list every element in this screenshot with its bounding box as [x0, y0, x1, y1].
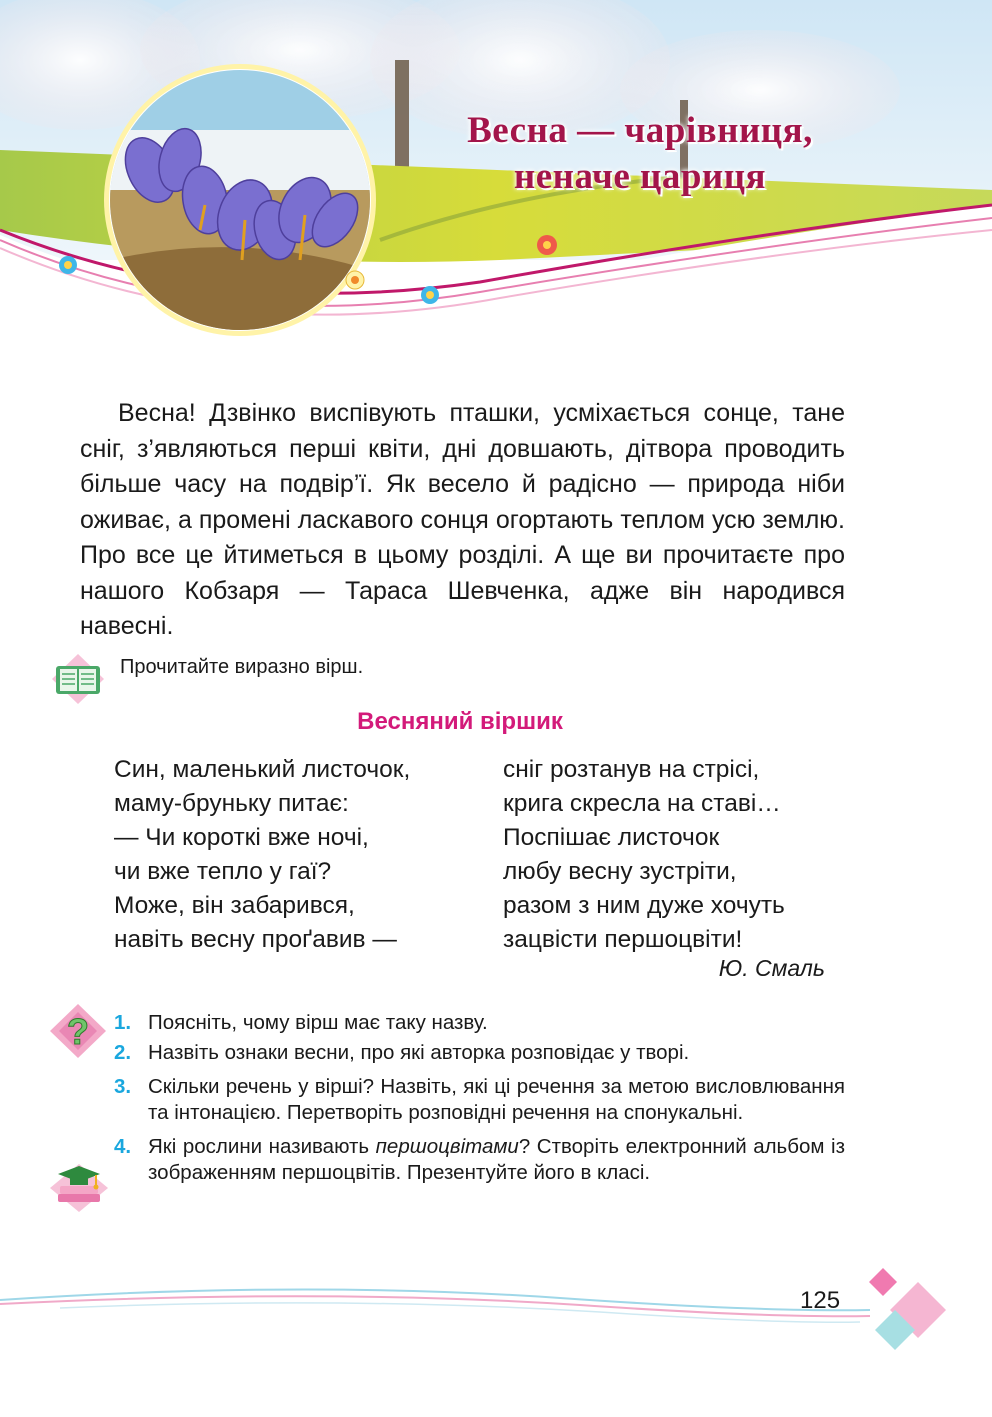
question-term: першоцвітами — [375, 1135, 519, 1158]
poem-right-column — [503, 753, 785, 957]
decor-flower-2 — [346, 271, 364, 289]
chapter-title — [420, 108, 860, 200]
poem-line: крига скресла на ставі… — [503, 790, 781, 817]
poem-line: маму-бруньку питає: — [114, 790, 349, 817]
poem-author: Ю. Смаль — [718, 955, 825, 981]
question-mark-icon — [48, 1002, 108, 1060]
poem-line: разом з ним дуже хочуть — [503, 892, 785, 919]
reading-task-text: Прочитайте виразно вірш. — [120, 656, 364, 678]
intro-paragraph: Весна! Дзвінко виспівують пташки, усміхається сонце, тане сніг, з’являються перші квіти, дні довшають, дітвора проводить більше часу на подвір’ї. Як весело й радісно — природа ніби оживає, а промені ласкавого сонця огортають теплом усю землю. Про все це йтиметься в цьому розділі. А ще ви прочитаєте про нашого Кобзаря — Тараса Шевченка, адже він народився навесні. — [80, 399, 845, 640]
poem-title: Весняний віршик — [357, 708, 563, 735]
question-number: 3. — [114, 1075, 132, 1098]
poem-line: Син, маленький листочок, — [114, 756, 411, 783]
poem-line: — Чи короткі вже ночі, — [114, 824, 369, 851]
questions-list — [114, 1010, 845, 1190]
question-text — [148, 1134, 845, 1186]
decor-flower-1 — [59, 256, 77, 274]
chapter-title-line1: Весна — чарівниця, — [467, 110, 813, 151]
chapter-title-line2: неначе цариця — [513, 156, 767, 197]
question-item — [114, 1074, 845, 1126]
footer-decoration — [0, 1260, 992, 1380]
poem-line: сніг розтанув на стрісі, — [503, 756, 760, 783]
question-text: Поясніть, чому вірш має таку назву. — [148, 1011, 488, 1034]
poem-line: навіть весну проґавив — — [114, 926, 397, 953]
question-text-after: ? Створіть електронний альбом із зображенням першоцвітів. Презентуйте його в класі. — [148, 1135, 845, 1184]
svg-text:?: ? — [67, 1011, 89, 1052]
poem-left-column — [114, 753, 410, 957]
decor-flower-4 — [537, 235, 557, 255]
question-text: Назвіть ознаки весни, про які авторка розповідає у творі. — [148, 1041, 690, 1064]
poem-line: чи вже тепло у гаї? — [114, 858, 332, 885]
question-text-before: Які рослини називають — [148, 1135, 376, 1158]
question-item — [114, 1134, 845, 1186]
poem-line: зацвісти першоцвіти! — [503, 926, 743, 953]
question-item — [114, 1040, 845, 1066]
question-number: 2. — [114, 1041, 132, 1064]
page-number: 125 — [800, 1287, 841, 1314]
poem-line: Поспішає листочок — [503, 824, 720, 851]
question-text: Скільки речень у вірші? Назвіть, які ці речення за метою висловлювання та інтонацією. Перетворіть розповідні речення на спонукальні. — [148, 1075, 845, 1124]
decor-flower-3 — [421, 286, 439, 304]
question-number: 1. — [114, 1011, 132, 1034]
graduation-cap-books-icon — [48, 1160, 110, 1216]
question-item — [114, 1010, 845, 1036]
poem-line: Може, він забарився, — [114, 892, 355, 919]
question-number: 4. — [114, 1135, 132, 1158]
poem-line: любу весну зустріти, — [503, 858, 737, 885]
open-book-icon — [50, 652, 106, 706]
